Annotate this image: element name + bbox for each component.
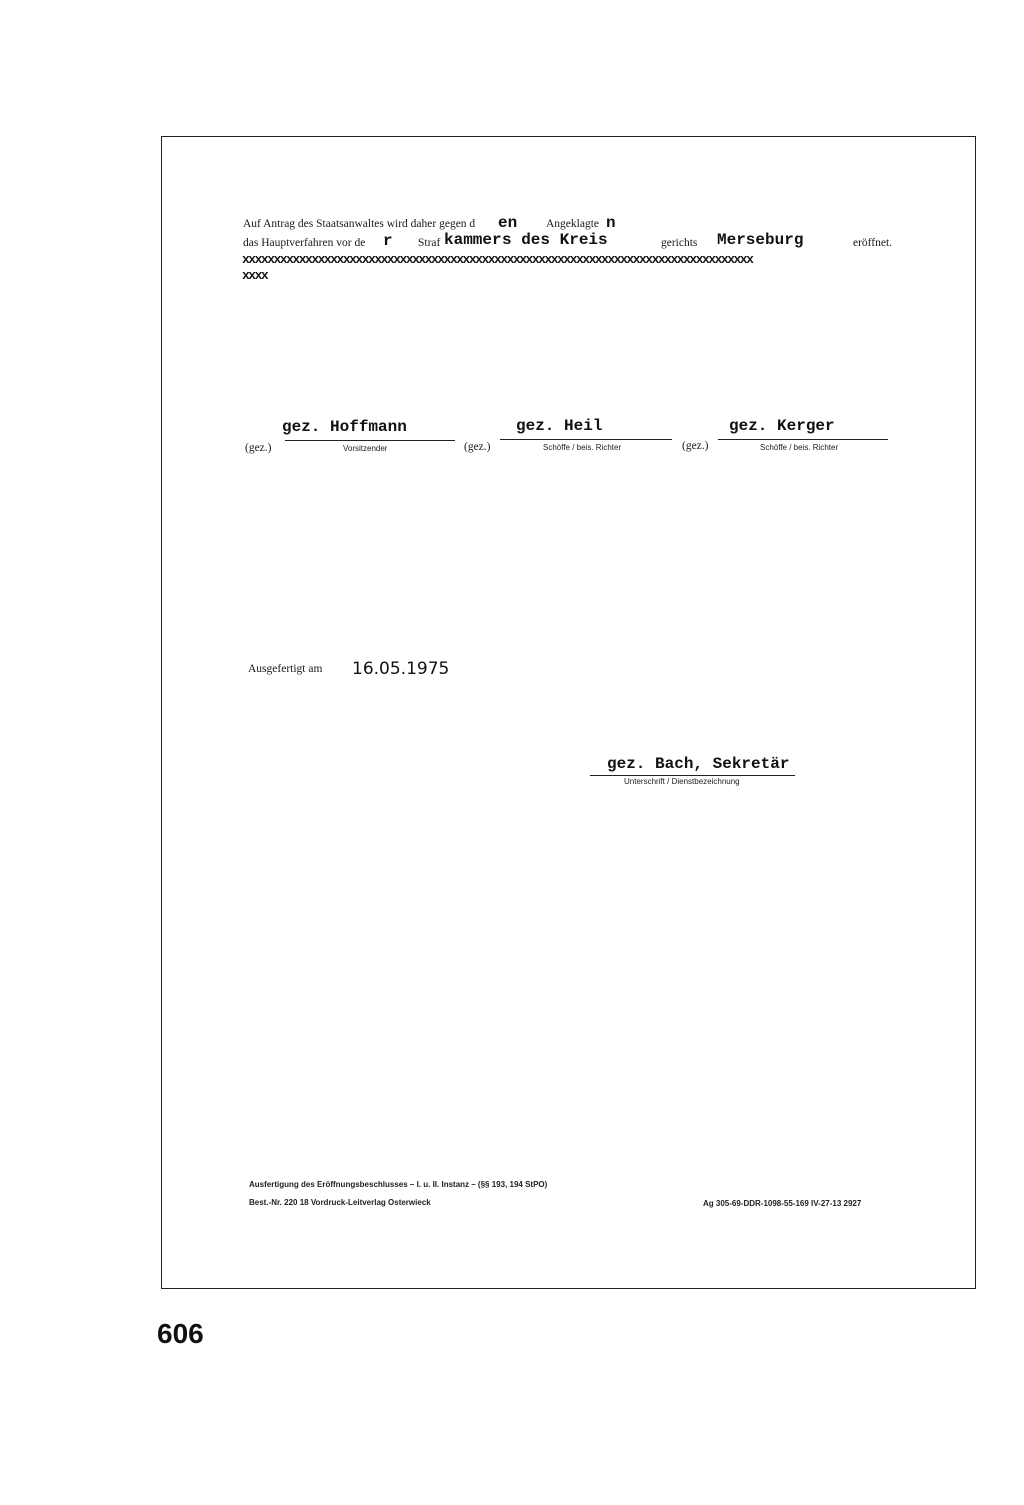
intro-text-6: eröffnet.: [853, 237, 893, 249]
signature-name: gez. Kerger: [729, 417, 835, 435]
footer-order-number: Best.-Nr. 220 18 Vordruck-Leitverlag Osterwieck: [249, 1198, 431, 1207]
form-border: [161, 136, 976, 1289]
intro-typed-2: n: [606, 214, 616, 232]
intro-text-1: Auf Antrag des Staatsanwaltes wird daher gegen d: [243, 218, 476, 230]
intro-text-4: Straf: [418, 237, 441, 249]
footer-print-code: Ag 305-69-DDR-1098-55-169 IV-27-13 2927: [703, 1199, 862, 1208]
intro-typed-1: en: [498, 214, 518, 232]
clerk-signature-line: [590, 775, 795, 776]
issued-label: Ausgefertigt am: [248, 663, 323, 675]
intro-typed-5: Merseburg: [717, 231, 804, 249]
clerk-caption: Unterschrift / Dienstbezeichnung: [624, 777, 740, 786]
page-number: 606: [157, 1318, 204, 1349]
intro-text-3: das Hauptverfahren vor de: [243, 237, 366, 249]
footer-form-title: Ausfertigung des Eröffnungsbeschlusses – I. u. II. Instanz – (§§ 193, 194 StPO): [249, 1180, 548, 1189]
struck-line-2: xxxx: [242, 268, 268, 283]
signature-role: Schöffe / beis. Richter: [760, 443, 839, 452]
signature-line: [718, 439, 888, 440]
issued-date: 16.05.1975: [352, 659, 450, 679]
clerk-signature: gez. Bach, Sekretär: [607, 755, 790, 773]
signature-role: Vorsitzender: [343, 444, 388, 453]
signature-name: gez. Heil: [516, 417, 603, 435]
signature-name: gez. Hoffmann: [282, 418, 407, 436]
signature-role: Schöffe / beis. Richter: [543, 443, 622, 452]
intro-text-2: Angeklagte: [546, 218, 600, 230]
intro-text-5: gerichts: [661, 237, 698, 249]
intro-typed-4b: s des Kreis: [502, 231, 608, 249]
signature-prefix: (gez.): [682, 440, 709, 452]
signature-prefix: (gez.): [245, 442, 272, 454]
signature-line: [285, 440, 455, 441]
signature-prefix: (gez.): [464, 441, 491, 453]
signature-line: [500, 439, 672, 440]
intro-typed-3: r: [383, 232, 393, 250]
struck-line-1: xxxxxxxxxxxxxxxxxxxxxxxxxxxxxxxxxxxxxxxxxxxxxxxxxxxxxxxxxxxxxxxxxxxxxxxxxxxxxxxxx: [242, 252, 753, 267]
intro-typed-4: kammer: [444, 231, 502, 249]
